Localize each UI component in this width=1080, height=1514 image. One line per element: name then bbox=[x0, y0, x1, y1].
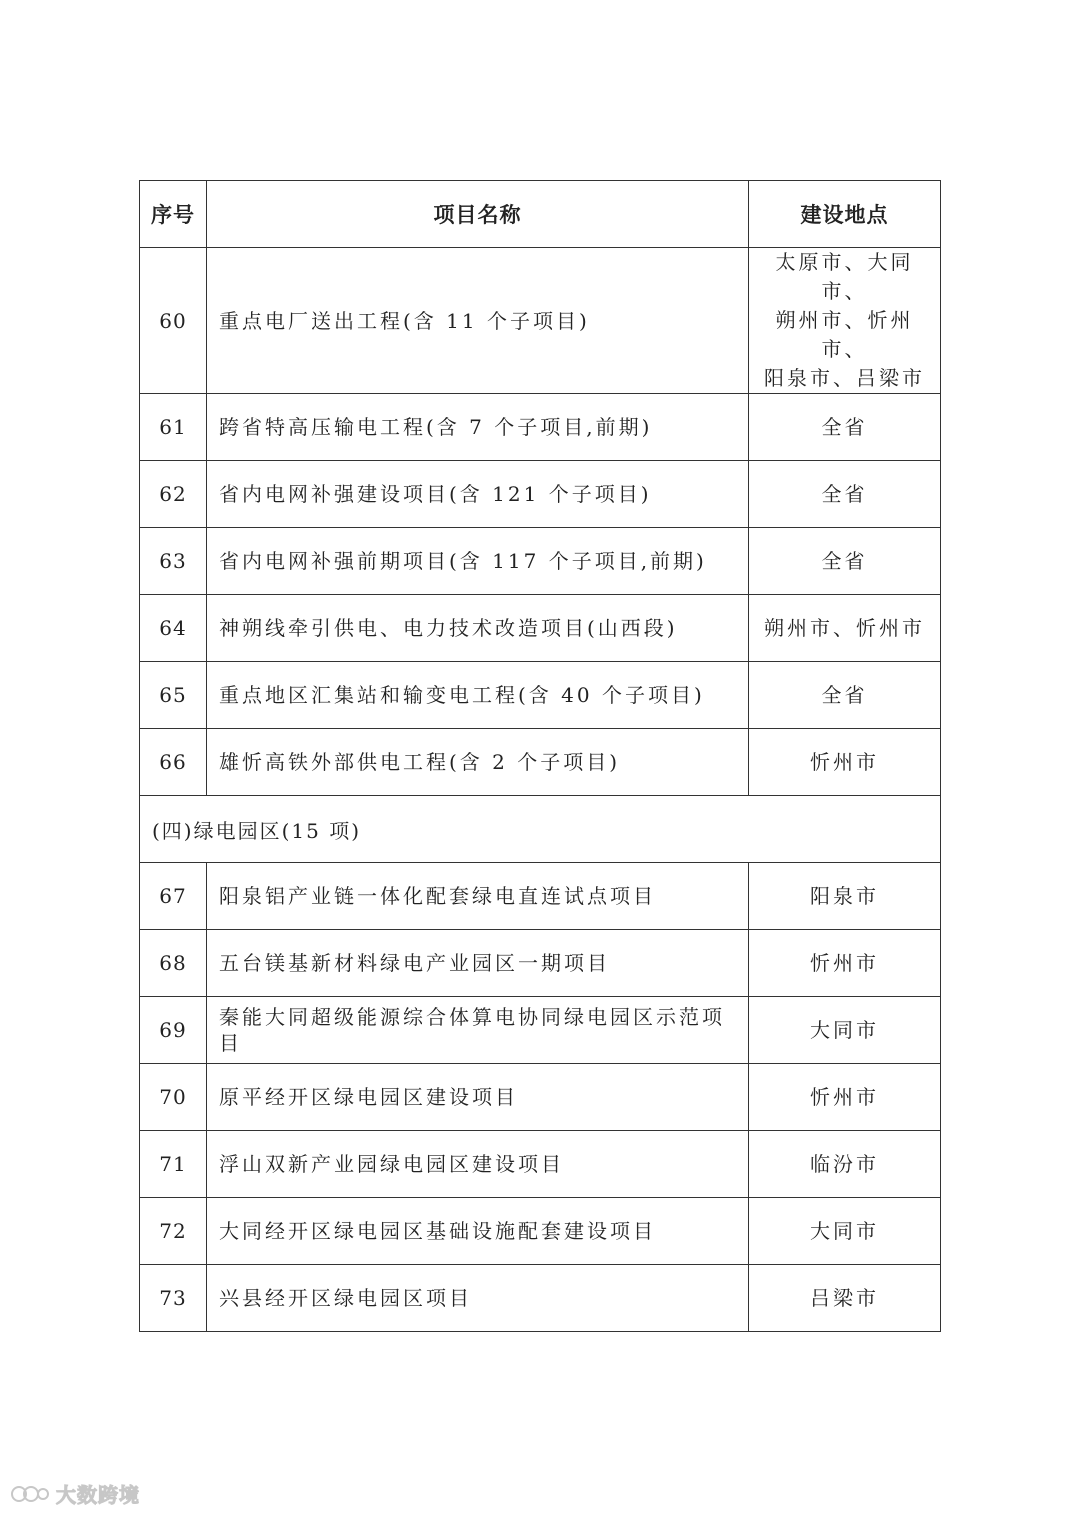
row-location: 阳泉市 bbox=[749, 863, 941, 930]
row-name: 原平经开区绿电园区建设项目 bbox=[207, 1064, 749, 1131]
section-row bbox=[140, 796, 941, 863]
table-row bbox=[140, 997, 941, 1064]
row-location: 忻州市 bbox=[749, 729, 941, 796]
table-row bbox=[140, 1131, 941, 1198]
row-name: 重点地区汇集站和输变电工程(含 40 个子项目) bbox=[207, 662, 749, 729]
row-location: 吕梁市 bbox=[749, 1265, 941, 1332]
row-location: 临汾市 bbox=[749, 1131, 941, 1198]
table-header-row bbox=[140, 181, 941, 248]
row-no: 71 bbox=[140, 1131, 207, 1198]
table-row bbox=[140, 528, 941, 595]
row-name: 浮山双新产业园绿电园区建设项目 bbox=[207, 1131, 749, 1198]
section-heading: (四)绿电园区(15 项) bbox=[140, 796, 941, 863]
row-no: 64 bbox=[140, 595, 207, 662]
table-row bbox=[140, 1064, 941, 1131]
row-no: 69 bbox=[140, 997, 207, 1064]
row-location: 大同市 bbox=[749, 1198, 941, 1265]
row-location: 忻州市 bbox=[749, 1064, 941, 1131]
row-no: 60 bbox=[140, 248, 207, 394]
table-row bbox=[140, 1198, 941, 1265]
brand-logo-icon bbox=[10, 1482, 50, 1504]
row-no: 66 bbox=[140, 729, 207, 796]
row-location bbox=[749, 248, 941, 394]
watermark-text: 大数跨境 bbox=[56, 1482, 140, 1507]
location-line: 朔州市、忻州市、 bbox=[775, 308, 914, 361]
row-location: 全省 bbox=[749, 528, 941, 595]
row-name: 神朔线牵引供电、电力技术改造项目(山西段) bbox=[207, 595, 749, 662]
table-row bbox=[140, 863, 941, 930]
row-name: 五台镁基新材料绿电产业园区一期项目 bbox=[207, 930, 749, 997]
row-no: 68 bbox=[140, 930, 207, 997]
row-name: 秦能大同超级能源综合体算电协同绿电园区示范项目 bbox=[207, 997, 749, 1064]
table-row bbox=[140, 662, 941, 729]
row-location: 全省 bbox=[749, 461, 941, 528]
row-name: 雄忻高铁外部供电工程(含 2 个子项目) bbox=[207, 729, 749, 796]
row-location: 大同市 bbox=[749, 997, 941, 1064]
row-name: 兴县经开区绿电园区项目 bbox=[207, 1265, 749, 1332]
row-no: 65 bbox=[140, 662, 207, 729]
row-location: 朔州市、忻州市 bbox=[749, 595, 941, 662]
table-row bbox=[140, 1265, 941, 1332]
row-name: 阳泉铝产业链一体化配套绿电直连试点项目 bbox=[207, 863, 749, 930]
table-row bbox=[140, 248, 941, 394]
location-line: 太原市、大同市、 bbox=[775, 250, 914, 303]
project-table-container bbox=[139, 180, 940, 1332]
row-no: 63 bbox=[140, 528, 207, 595]
location-line: 阳泉市、吕梁市 bbox=[764, 366, 925, 390]
row-name: 重点电厂送出工程(含 11 个子项目) bbox=[207, 248, 749, 394]
row-no: 70 bbox=[140, 1064, 207, 1131]
header-no: 序号 bbox=[140, 181, 207, 248]
row-no: 73 bbox=[140, 1265, 207, 1332]
table-row bbox=[140, 729, 941, 796]
watermark bbox=[10, 1478, 140, 1508]
row-no: 67 bbox=[140, 863, 207, 930]
header-location: 建设地点 bbox=[749, 181, 941, 248]
table-row bbox=[140, 394, 941, 461]
row-name: 省内电网补强前期项目(含 117 个子项目,前期) bbox=[207, 528, 749, 595]
row-no: 72 bbox=[140, 1198, 207, 1265]
row-name: 跨省特高压输电工程(含 7 个子项目,前期) bbox=[207, 394, 749, 461]
table-row bbox=[140, 930, 941, 997]
table-row bbox=[140, 595, 941, 662]
table-row bbox=[140, 461, 941, 528]
row-no: 61 bbox=[140, 394, 207, 461]
row-name: 省内电网补强建设项目(含 121 个子项目) bbox=[207, 461, 749, 528]
row-name: 大同经开区绿电园区基础设施配套建设项目 bbox=[207, 1198, 749, 1265]
row-location: 全省 bbox=[749, 662, 941, 729]
row-location: 忻州市 bbox=[749, 930, 941, 997]
row-no: 62 bbox=[140, 461, 207, 528]
header-name: 项目名称 bbox=[207, 181, 749, 248]
project-table bbox=[139, 180, 941, 1332]
row-location: 全省 bbox=[749, 394, 941, 461]
